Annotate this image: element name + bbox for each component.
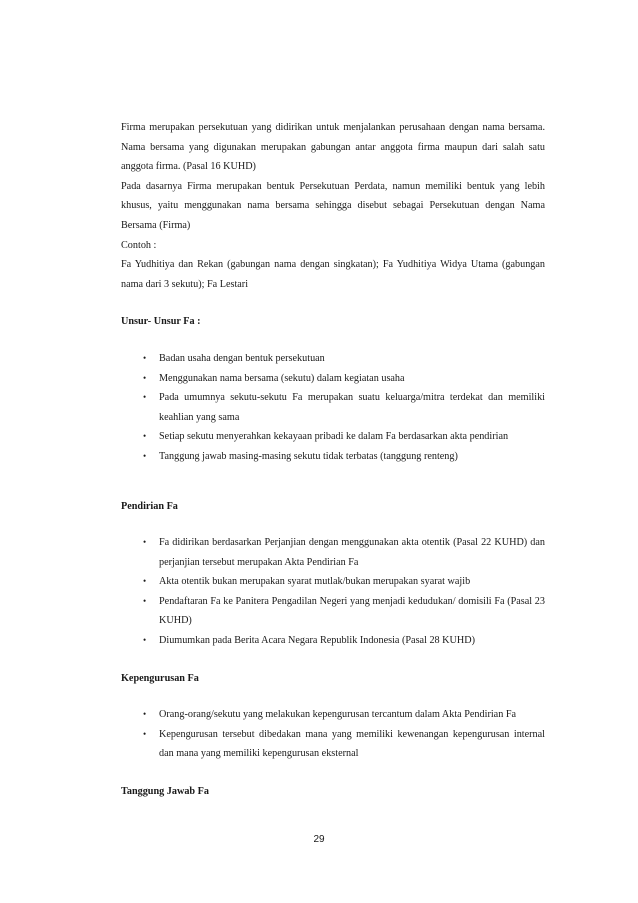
list-item (121, 369, 545, 389)
list-item-text: Pendaftaran Fa ke Panitera Pengadilan Negeri yang menjadi kedudukan/ domisili Fa (Pasal 23 KUHD) (159, 595, 545, 627)
list-item (121, 533, 545, 572)
list-item (121, 388, 545, 427)
bullet-icon: • (143, 352, 147, 363)
list-item-text: Setiap sekutu menyerahkan kekayaan pribadi ke dalam Fa berdasarkan akta pendirian (159, 431, 509, 443)
list-item-text: Badan usaha dengan bentuk persekutuan (159, 352, 325, 364)
bullet-icon: • (143, 392, 147, 403)
section-heading-pendirian: Pendirian Fa (121, 500, 178, 512)
intro-paragraph-2: Pada dasarnya Firma merupakan bentuk Persekutuan Perdata, namun memiliki bentuk yang lebih khusus, yaitu menggunakan nama bersama sehingga disebut sebagai Persekutuan dengan Nama Bersama (Firma) (121, 180, 545, 231)
section-heading-kepengurusan: Kepengurusan Fa (121, 672, 199, 684)
kepengurusan-list (121, 705, 545, 764)
example-text: Fa Yudhitiya dan Rekan (gabungan nama dengan singkatan); Fa Yudhitiya Widya Utama (gabungan nama dari 3 sekutu); Fa Lestari (121, 259, 545, 290)
list-item (121, 349, 545, 369)
page-number: 29 (313, 834, 325, 845)
list-item-text: Orang-orang/sekutu yang melakukan kepengurusan tercantum dalam Akta Pendirian Fa (159, 709, 517, 721)
list-item (121, 447, 545, 467)
bullet-icon: • (143, 728, 147, 739)
list-item (121, 725, 545, 764)
list-item-text: Fa didirikan berdasarkan Perjanjian dengan menggunakan akta otentik (Pasal 22 KUHD) dan perjanjian tersebut merupakan Akta Pendirian Fa (159, 537, 545, 568)
list-item (121, 592, 545, 631)
list-item-text: Tanggung jawab masing-masing sekutu tidak terbatas (tanggung renteng) (159, 450, 458, 462)
list-item (121, 705, 545, 725)
page-content (121, 118, 545, 802)
list-item-text: Kepengurusan tersebut dibedakan mana yang memiliki kewenangan kepengurusan internal dan mana yang memiliki kepengurusan eksternal (159, 728, 545, 760)
section-heading-tanggung-jawab: Tanggung Jawab Fa (121, 786, 209, 798)
list-item-text: Pada umumnya sekutu-sekutu Fa merupakan suatu keluarga/mitra terdekat dan memiliki keahlian yang sama (159, 392, 545, 423)
section-heading-unsur: Unsur- Unsur Fa : (121, 316, 201, 328)
bullet-icon: • (143, 709, 147, 720)
list-item (121, 572, 545, 592)
list-item-text: Akta otentik bukan merupakan syarat mutlak/bukan merupakan syarat wajib (159, 576, 471, 588)
intro-paragraph: Firma merupakan persekutuan yang didirikan untuk menjalankan perusahaan dengan nama bersama. Nama bersama yang digunakan merupakan gabungan antar anggota firma maupun dari salah satu anggota firma. (Pasal 16 KUHD) (121, 122, 545, 173)
list-item (121, 427, 545, 447)
example-label: Contoh : (121, 239, 157, 251)
bullet-icon: • (143, 537, 147, 548)
bullet-icon: • (143, 431, 147, 442)
list-item (121, 631, 545, 651)
bullet-icon: • (143, 372, 147, 383)
list-item-text: Diumumkan pada Berita Acara Negara Republik Indonesia (Pasal 28 KUHD) (159, 635, 476, 647)
bullet-icon: • (143, 635, 147, 646)
bullet-icon: • (143, 595, 147, 606)
bullet-icon: • (143, 450, 147, 461)
bullet-icon: • (143, 576, 147, 587)
unsur-list (121, 349, 545, 467)
list-item-text: Menggunakan nama bersama (sekutu) dalam kegiatan usaha (159, 372, 405, 384)
pendirian-list (121, 533, 545, 651)
